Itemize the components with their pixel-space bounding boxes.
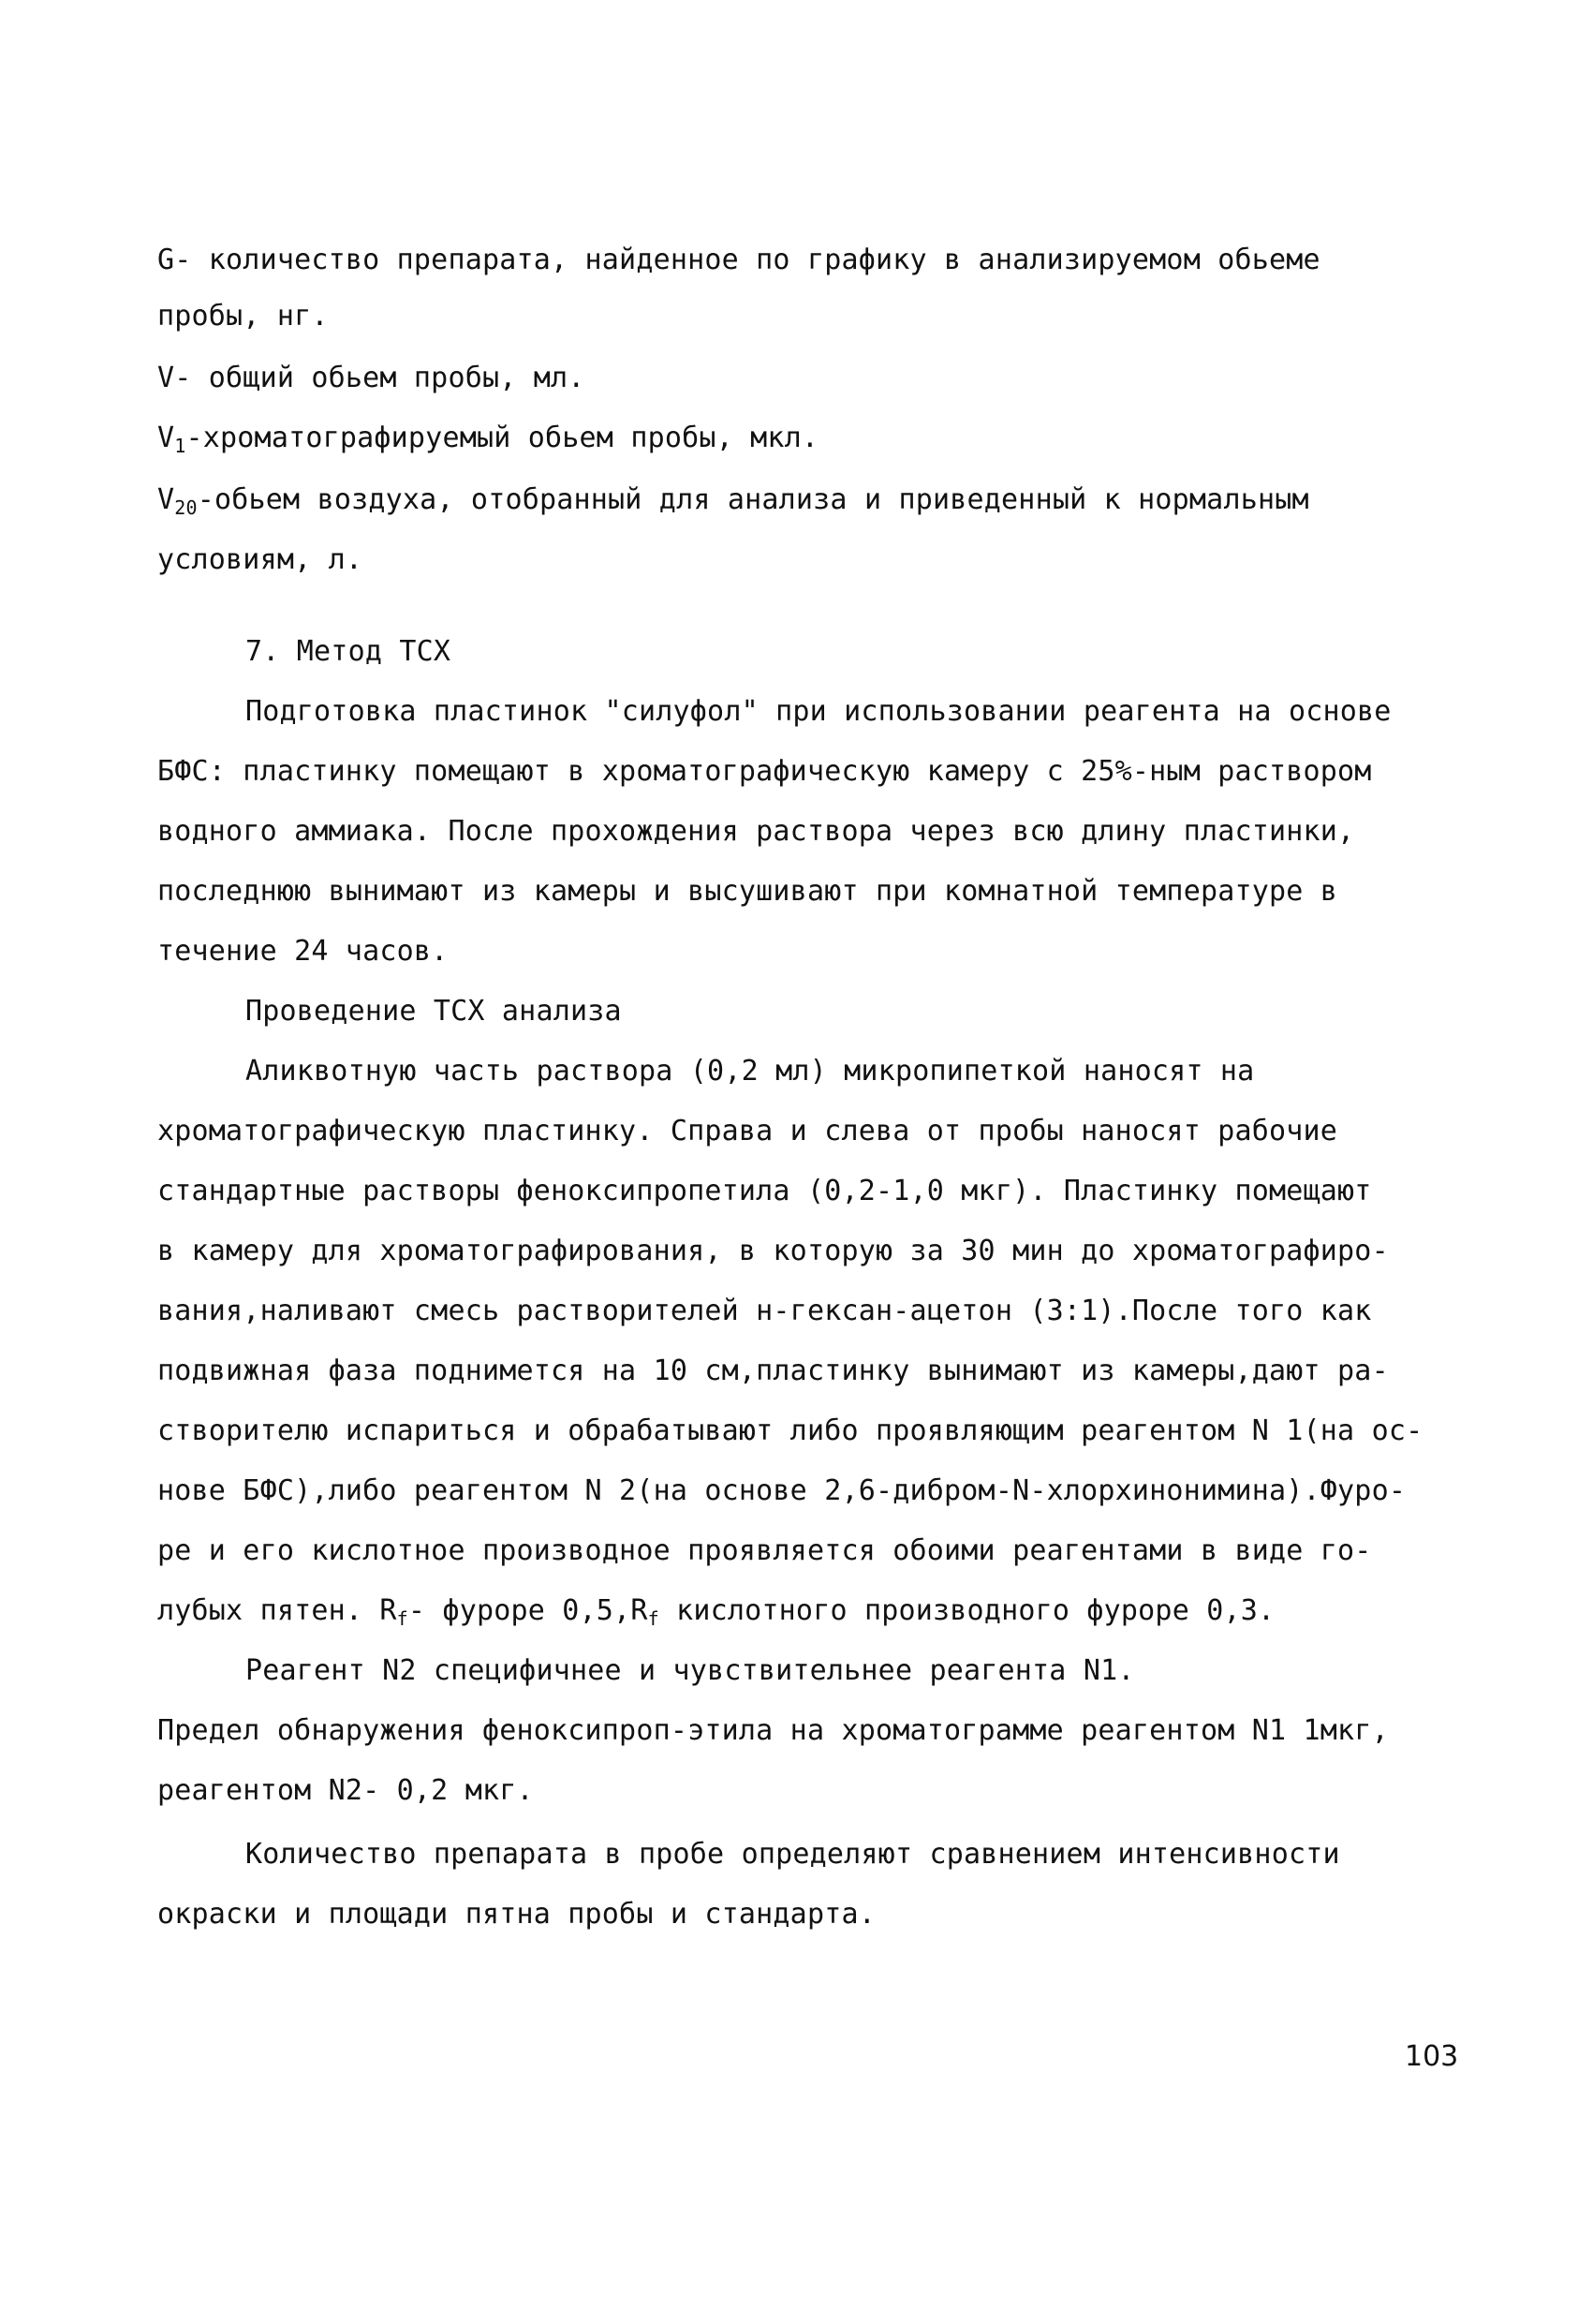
analysis-line: хроматографическую пластинку. Справа и слева от пробы наносят рабочие [157,1115,1338,1147]
v1-symbol: V [157,422,175,454]
definition-g-line2: пробы, нг. [157,300,329,333]
analysis-line: в камеру для хроматографирования, в которую за 30 мин до хроматографиро- [157,1235,1389,1267]
analysis-line: створителю испариться и обрабатывают либо проявляющим реагентом N 1(на ос- [157,1414,1423,1447]
v20-subscript: 20 [174,496,198,519]
quantity-line: Количество препарата в пробе определяют сравнением интенсивности [245,1838,1340,1871]
definition-v20 [157,481,1309,519]
page-number: 103 [1405,2040,1459,2073]
detection-limit-line: Предел обнаружения феноксипроп-этила на хроматограмме реагентом N1 1мкг, [157,1714,1389,1747]
quantity-line: окраски и площади пятна пробы и стандарта. [157,1898,876,1931]
reagent-comparison: Реагент N2 специфичнее и чувствительнее реагента N1. [245,1654,1135,1687]
rf-subscript: f [647,1607,659,1630]
prep-line: водного аммиака. После прохождения раствора через всю длину пластинки, [157,815,1355,848]
definition-v: V- общий обьем пробы, мл. [157,362,585,394]
analysis-line: вания,наливают смесь растворителей н-гексан-ацетон (3:1).После того как [157,1295,1372,1327]
v20-symbol: V [157,483,175,516]
v1-subscript: 1 [174,435,186,457]
prep-line: течение 24 часов. [157,935,449,968]
rf-suffix: кислотного производного фуроре 0,3. [658,1594,1276,1627]
prep-line: последнюю вынимают из камеры и высушивают при комнатной температуре в [157,875,1338,908]
rf-subscript: f [396,1607,408,1630]
analysis-line: ре и его кислотное производное проявляется обоими реагентами в виде го- [157,1534,1372,1567]
definition-v1 [157,420,819,457]
definition-v20-line2: условиям, л. [157,543,363,576]
rf-prefix: лубых пятен. R [157,1594,397,1627]
section-title: 7. Метод ТСХ [245,635,451,668]
definition-g-line1: G- количество препарата, найденное по графику в анализируемом обьеме [157,244,1320,276]
prep-line: БФС: пластинку помещают в хроматографическую камеру с 25%-ным раствором [157,755,1372,788]
prep-line: Подготовка пластинок "силуфол" при использовании реагента на основе [245,695,1392,728]
v1-text: -хроматографируемый обьем пробы, мкл. [185,422,819,454]
v20-text: -обьем воздуха, отобранный для анализа и приведенный к нормальным [197,483,1309,516]
analysis-line: Аликвотную часть раствора (0,2 мл) микропипеткой наносят на [245,1055,1255,1088]
rf-line [157,1592,1275,1630]
analysis-line: подвижная фаза поднимется на 10 см,пластинку вынимают из камеры,дают ра- [157,1354,1389,1387]
detection-limit-line: реагентом N2- 0,2 мкг. [157,1774,534,1807]
analysis-line: стандартные растворы феноксипропетила (0,2-1,0 мкг). Пластинку помещают [157,1175,1372,1207]
rf-middle: - фуроре 0,5,R [407,1594,648,1627]
analysis-subtitle: Проведение ТСХ анализа [245,995,622,1028]
analysis-line: нове БФС),либо реагентом N 2(на основе 2,6-дибром-N-хлорхинонимина).Фуро- [157,1474,1407,1507]
